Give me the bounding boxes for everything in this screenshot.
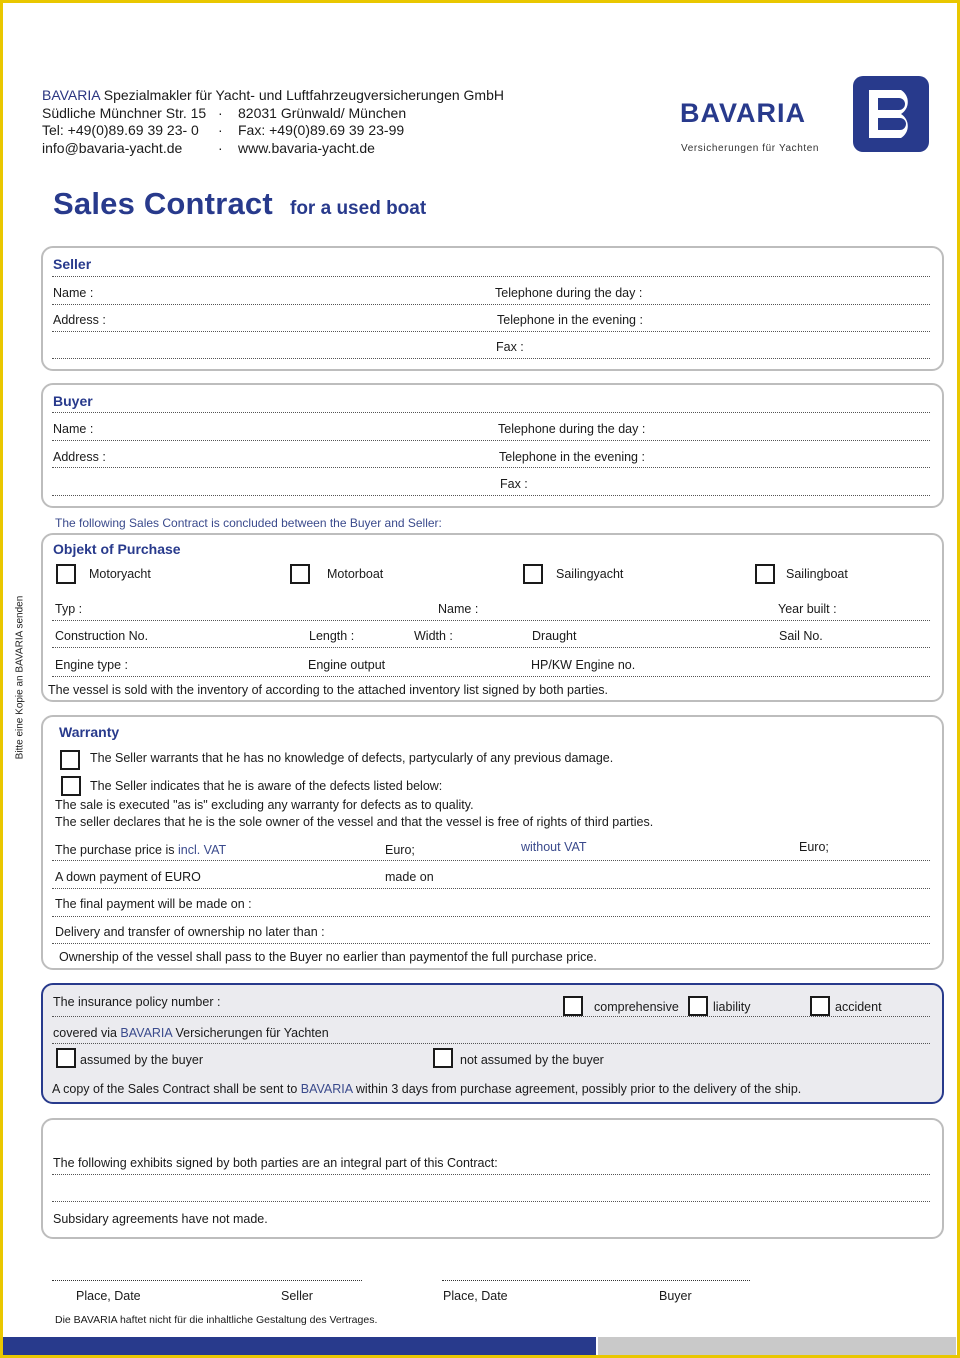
buyer-heading: Buyer [53,393,93,409]
seller-address-line[interactable] [52,331,930,332]
buyer-name-label: Name : [53,422,94,436]
separator: · [218,105,223,121]
exhibits-line-2[interactable] [52,1201,930,1202]
accident-label: accident [835,1000,882,1014]
final-payment-label: The final payment will be made on : [55,897,252,911]
engine-line[interactable] [52,676,930,677]
company-fax: Fax: +49(0)89.69 39 23-99 [238,122,405,138]
rule [52,412,930,413]
buyer-tel-day-label: Telephone during the day : [498,422,646,436]
comprehensive-label: comprehensive [594,1000,679,1014]
typ-label: Typ : [55,602,83,616]
price-line[interactable] [52,860,930,861]
liability-label: liability [713,1000,751,1014]
delivery-label: Delivery and transfer of ownership no later than : [55,925,325,939]
separator: · [218,122,223,138]
liability-checkbox[interactable] [688,996,708,1016]
motoryacht-checkbox[interactable] [56,564,76,584]
not-assumed-label: not assumed by the buyer [460,1053,604,1067]
down-payment-line[interactable] [52,888,930,889]
comprehensive-checkbox[interactable] [563,996,583,1016]
typ-line[interactable] [52,620,930,621]
logo-mark-icon [853,76,929,152]
separator: · [218,140,223,156]
copy-notice: A copy of the Sales Contract shall be sent to BAVARIA within 3 days from purchase agreement, possibly prior to the delivery of the ship. [52,1082,802,1096]
seller-name-line[interactable] [52,304,930,305]
engine-type-label: Engine type : [55,658,128,672]
known-defects-label: The Seller indicates that he is aware of the defects listed below: [90,779,443,793]
ownership-transfer-note: Ownership of the vessel shall pass to the Buyer no earlier than paymentof the full purchase price. [59,950,597,964]
seller-signature-label: Seller [281,1289,313,1303]
buyer-signature-label: Buyer [659,1289,692,1303]
seller-signature-line[interactable] [52,1280,362,1281]
seller-name-label: Name : [53,286,94,300]
disclaimer: Die BAVARIA haftet nicht für die inhaltliche Gestaltung des Vertrages. [55,1314,378,1326]
side-note: Bitte eine Kopie an BAVARIA senden [14,595,26,760]
known-defects-checkbox[interactable] [61,776,81,796]
without-vat-label: without VAT [521,840,587,854]
inventory-note: The vessel is sold with the inventory of according to the attached inventory list signed by both parties. [48,683,609,697]
seller-fax-line[interactable] [52,358,930,359]
delivery-line[interactable] [52,943,930,944]
buyer-section [41,383,944,508]
warranty-heading: Warranty [59,724,120,740]
seller-tel-evening-label: Telephone in the evening : [497,313,643,327]
page-subtitle: for a used boat [290,198,427,219]
subsidiary-agreements-note: Subsidary agreements have not made. [53,1212,268,1226]
as-is-clause: The sale is executed "as is" excluding any warranty for defects as to quality. [55,798,474,812]
construction-line[interactable] [52,647,930,648]
company-city: 82031 Grünwald/ München [238,105,407,121]
draught-label: Draught [532,629,577,643]
company-name: BAVARIA Spezialmakler für Yacht- und Luftfahrzeugversicherungen GmbH [42,87,504,103]
no-defects-label: The Seller warrants that he has no knowledge of defects, partycularly of any previous damage. [90,751,614,765]
assumed-label: assumed by the buyer [80,1053,203,1067]
company-web[interactable]: www.bavaria-yacht.de [238,140,375,156]
sailingboat-label: Sailingboat [786,567,848,581]
no-defects-checkbox[interactable] [60,750,80,770]
hp-kw-label: HP/KW Engine no. [531,658,636,672]
rule [52,1043,930,1044]
buyer-signature-line[interactable] [442,1280,750,1281]
motorboat-label: Motorboat [327,567,384,581]
assumed-checkbox[interactable] [56,1048,76,1068]
company-tel: Tel: +49(0)89.69 39 23- 0 [42,122,199,138]
engine-output-label: Engine output [308,658,386,672]
footer-bar-blue [3,1337,596,1355]
logo-wordmark: BAVARIA [680,98,806,128]
policy-line[interactable] [52,1016,930,1017]
buyer-place-date-label: Place, Date [443,1289,508,1303]
length-label: Length : [309,629,355,643]
object-heading: Objekt of Purchase [53,541,181,557]
price-incl-label: The purchase price is incl. VAT [55,843,227,857]
sail-no-label: Sail No. [779,629,823,643]
exhibits-label: The following exhibits signed by both parties are an integral part of this Contract: [53,1156,498,1170]
seller-tel-day-label: Telephone during the day : [495,286,643,300]
construction-no-label: Construction No. [55,629,149,643]
contract-intro: The following Sales Contract is concluded between the Buyer and Seller: [55,516,442,530]
buyer-fax-line[interactable] [52,495,930,496]
euro-excl-label: Euro; [799,840,829,854]
policy-number-label: The insurance policy number : [53,995,221,1009]
sailingyacht-checkbox[interactable] [523,564,543,584]
sailingyacht-label: Sailingyacht [556,567,624,581]
buyer-tel-evening-label: Telephone in the evening : [499,450,645,464]
buyer-name-line[interactable] [52,440,930,441]
made-on-label: made on [385,870,434,884]
covered-via-label: covered via BAVARIA Versicherungen für Yachten [53,1026,329,1040]
final-payment-line[interactable] [52,916,930,917]
ownership-declaration: The seller declares that he is the sole owner of the vessel and that the vessel is free of rights of third parties. [55,815,654,829]
seller-fax-label: Fax : [496,340,524,354]
company-email[interactable]: info@bavaria-yacht.de [42,140,183,156]
motorboat-checkbox[interactable] [290,564,310,584]
boat-name-label: Name : [438,602,479,616]
logo-tagline: Versicherungen für Yachten [681,143,820,154]
seller-section [41,246,944,371]
buyer-address-label: Address : [53,450,106,464]
motoryacht-label: Motoryacht [89,567,151,581]
buyer-fax-label: Fax : [500,477,528,491]
exhibits-line[interactable] [52,1174,930,1175]
accident-checkbox[interactable] [810,996,830,1016]
euro-incl-label: Euro; [385,843,415,857]
sailingboat-checkbox[interactable] [755,564,775,584]
buyer-address-line[interactable] [52,467,930,468]
rule [52,276,930,277]
page-title: Sales Contract [53,186,273,221]
width-label: Width : [414,629,453,643]
seller-place-date-label: Place, Date [76,1289,141,1303]
seller-address-label: Address : [53,313,106,327]
not-assumed-checkbox[interactable] [433,1048,453,1068]
year-built-label: Year built : [778,602,837,616]
company-street: Südliche Münchner Str. 15 [42,105,207,121]
footer-bar-gray [598,1337,956,1355]
down-payment-label: A down payment of EURO [55,870,201,884]
seller-heading: Seller [53,256,92,272]
